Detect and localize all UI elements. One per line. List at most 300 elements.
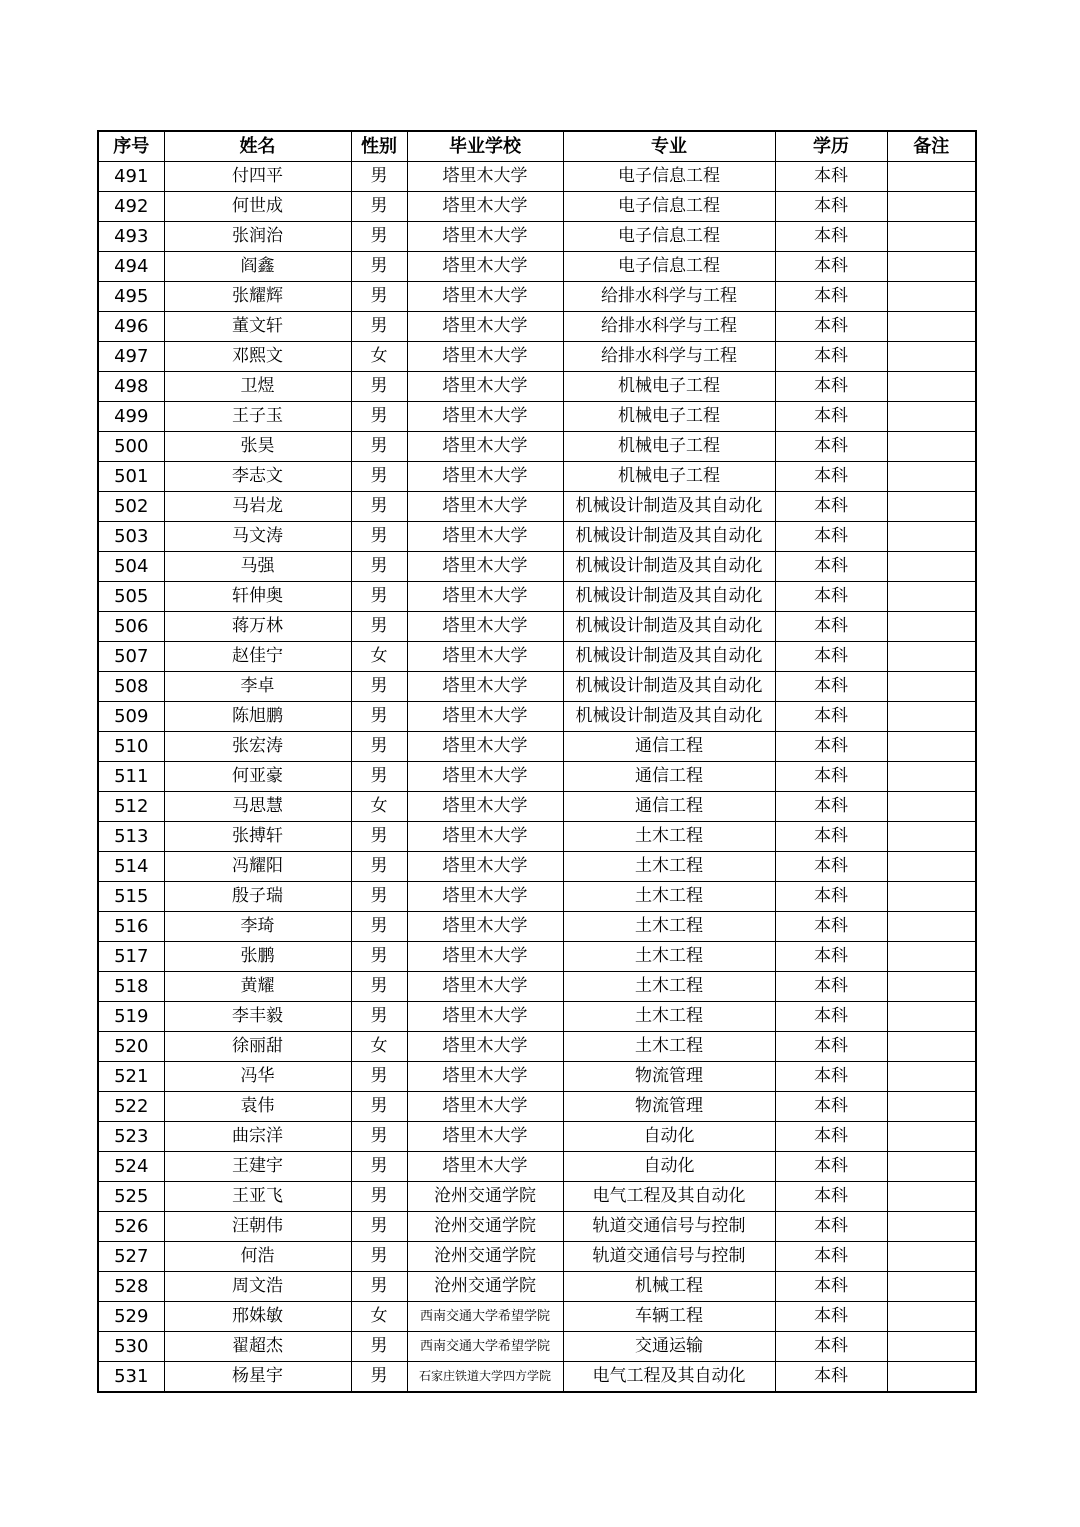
student-name: 李丰毅	[164, 1002, 351, 1032]
major-cell: 电子信息工程	[563, 222, 775, 252]
student-name: 袁伟	[164, 1092, 351, 1122]
school-cell: 塔里木大学	[407, 1092, 563, 1122]
student-name: 卫煜	[164, 372, 351, 402]
degree-cell: 本科	[775, 402, 887, 432]
table-row	[98, 972, 976, 1002]
gender-cell: 女	[351, 792, 407, 822]
note-cell	[887, 1122, 976, 1152]
school-cell: 塔里木大学	[407, 672, 563, 702]
gender-cell: 男	[351, 912, 407, 942]
table-row	[98, 912, 976, 942]
student-name: 马思慧	[164, 792, 351, 822]
table-row	[98, 1242, 976, 1272]
table-row	[98, 1122, 976, 1152]
row-number: 530	[98, 1332, 164, 1362]
degree-cell: 本科	[775, 522, 887, 552]
school-cell: 沧州交通学院	[407, 1242, 563, 1272]
major-cell: 电子信息工程	[563, 162, 775, 192]
note-cell	[887, 792, 976, 822]
gender-cell: 男	[351, 552, 407, 582]
table-row	[98, 642, 976, 672]
row-number: 499	[98, 402, 164, 432]
table-row	[98, 312, 976, 342]
table-row	[98, 342, 976, 372]
major-cell: 机械电子工程	[563, 432, 775, 462]
gender-cell: 男	[351, 1092, 407, 1122]
degree-cell: 本科	[775, 882, 887, 912]
note-cell	[887, 702, 976, 732]
major-cell: 物流管理	[563, 1062, 775, 1092]
table-row	[98, 1362, 976, 1393]
school-cell: 塔里木大学	[407, 192, 563, 222]
degree-cell: 本科	[775, 852, 887, 882]
school-cell: 塔里木大学	[407, 522, 563, 552]
row-number: 511	[98, 762, 164, 792]
row-number: 513	[98, 822, 164, 852]
student-name: 冯耀阳	[164, 852, 351, 882]
row-number: 525	[98, 1182, 164, 1212]
degree-cell: 本科	[775, 732, 887, 762]
note-cell	[887, 942, 976, 972]
school-cell: 塔里木大学	[407, 1002, 563, 1032]
note-cell	[887, 342, 976, 372]
student-name: 蒋万林	[164, 612, 351, 642]
degree-cell: 本科	[775, 1182, 887, 1212]
note-cell	[887, 1062, 976, 1092]
school-cell: 西南交通大学希望学院	[407, 1302, 563, 1332]
major-cell: 机械设计制造及其自动化	[563, 492, 775, 522]
row-number: 500	[98, 432, 164, 462]
degree-cell: 本科	[775, 552, 887, 582]
gender-cell: 男	[351, 282, 407, 312]
school-cell: 沧州交通学院	[407, 1272, 563, 1302]
row-number: 497	[98, 342, 164, 372]
note-cell	[887, 372, 976, 402]
row-number: 496	[98, 312, 164, 342]
note-cell	[887, 1032, 976, 1062]
table-row	[98, 462, 976, 492]
row-number: 522	[98, 1092, 164, 1122]
table-row	[98, 1002, 976, 1032]
student-name: 张润治	[164, 222, 351, 252]
row-number: 491	[98, 162, 164, 192]
school-cell: 石家庄铁道大学四方学院	[407, 1362, 563, 1393]
header-note: 备注	[887, 131, 976, 162]
school-cell: 塔里木大学	[407, 732, 563, 762]
gender-cell: 男	[351, 732, 407, 762]
row-number: 519	[98, 1002, 164, 1032]
major-cell: 机械电子工程	[563, 462, 775, 492]
table-row	[98, 942, 976, 972]
major-cell: 自动化	[563, 1122, 775, 1152]
gender-cell: 男	[351, 372, 407, 402]
major-cell: 机械电子工程	[563, 372, 775, 402]
row-number: 529	[98, 1302, 164, 1332]
major-cell: 土木工程	[563, 1032, 775, 1062]
degree-cell: 本科	[775, 222, 887, 252]
table-row	[98, 1332, 976, 1362]
major-cell: 轨道交通信号与控制	[563, 1212, 775, 1242]
major-cell: 土木工程	[563, 1002, 775, 1032]
school-cell: 沧州交通学院	[407, 1182, 563, 1212]
row-number: 502	[98, 492, 164, 522]
note-cell	[887, 222, 976, 252]
school-cell: 塔里木大学	[407, 282, 563, 312]
note-cell	[887, 402, 976, 432]
degree-cell: 本科	[775, 1062, 887, 1092]
major-cell: 机械设计制造及其自动化	[563, 582, 775, 612]
degree-cell: 本科	[775, 1092, 887, 1122]
major-cell: 机械设计制造及其自动化	[563, 672, 775, 702]
gender-cell: 女	[351, 642, 407, 672]
note-cell	[887, 192, 976, 222]
school-cell: 塔里木大学	[407, 582, 563, 612]
degree-cell: 本科	[775, 1302, 887, 1332]
gender-cell: 男	[351, 582, 407, 612]
major-cell: 给排水科学与工程	[563, 282, 775, 312]
note-cell	[887, 1272, 976, 1302]
header-school: 毕业学校	[407, 131, 563, 162]
gender-cell: 男	[351, 1242, 407, 1272]
major-cell: 机械设计制造及其自动化	[563, 702, 775, 732]
row-number: 498	[98, 372, 164, 402]
gender-cell: 男	[351, 1332, 407, 1362]
major-cell: 机械设计制造及其自动化	[563, 552, 775, 582]
note-cell	[887, 762, 976, 792]
major-cell: 电子信息工程	[563, 192, 775, 222]
table-row	[98, 702, 976, 732]
degree-cell: 本科	[775, 1002, 887, 1032]
school-cell: 西南交通大学希望学院	[407, 1332, 563, 1362]
degree-cell: 本科	[775, 672, 887, 702]
gender-cell: 男	[351, 1002, 407, 1032]
row-number: 506	[98, 612, 164, 642]
student-name: 何浩	[164, 1242, 351, 1272]
gender-cell: 男	[351, 852, 407, 882]
table-body	[98, 162, 976, 1393]
degree-cell: 本科	[775, 372, 887, 402]
major-cell: 机械工程	[563, 1272, 775, 1302]
student-name: 邢姝敏	[164, 1302, 351, 1332]
degree-cell: 本科	[775, 432, 887, 462]
note-cell	[887, 1332, 976, 1362]
student-name: 殷子瑞	[164, 882, 351, 912]
table-row	[98, 222, 976, 252]
gender-cell: 男	[351, 822, 407, 852]
degree-cell: 本科	[775, 912, 887, 942]
school-cell: 塔里木大学	[407, 1122, 563, 1152]
table-row	[98, 162, 976, 192]
table-row	[98, 1062, 976, 1092]
roster-table-container	[97, 130, 975, 1393]
row-number: 518	[98, 972, 164, 1002]
major-cell: 土木工程	[563, 852, 775, 882]
student-name: 王亚飞	[164, 1182, 351, 1212]
student-name: 马强	[164, 552, 351, 582]
note-cell	[887, 1362, 976, 1393]
table-header-row	[98, 131, 976, 162]
degree-cell: 本科	[775, 312, 887, 342]
student-name: 汪朝伟	[164, 1212, 351, 1242]
major-cell: 土木工程	[563, 882, 775, 912]
note-cell	[887, 732, 976, 762]
major-cell: 机械电子工程	[563, 402, 775, 432]
gender-cell: 男	[351, 492, 407, 522]
degree-cell: 本科	[775, 1032, 887, 1062]
major-cell: 给排水科学与工程	[563, 342, 775, 372]
major-cell: 土木工程	[563, 822, 775, 852]
gender-cell: 女	[351, 342, 407, 372]
gender-cell: 男	[351, 942, 407, 972]
note-cell	[887, 1152, 976, 1182]
major-cell: 通信工程	[563, 732, 775, 762]
table-row	[98, 852, 976, 882]
table-row	[98, 1032, 976, 1062]
major-cell: 电气工程及其自动化	[563, 1362, 775, 1393]
row-number: 493	[98, 222, 164, 252]
gender-cell: 男	[351, 1362, 407, 1393]
row-number: 517	[98, 942, 164, 972]
gender-cell: 男	[351, 462, 407, 492]
degree-cell: 本科	[775, 162, 887, 192]
row-number: 526	[98, 1212, 164, 1242]
table-row	[98, 1182, 976, 1212]
student-name: 阎鑫	[164, 252, 351, 282]
student-name: 马岩龙	[164, 492, 351, 522]
degree-cell: 本科	[775, 942, 887, 972]
note-cell	[887, 612, 976, 642]
gender-cell: 男	[351, 522, 407, 552]
student-name: 付四平	[164, 162, 351, 192]
row-number: 516	[98, 912, 164, 942]
row-number: 503	[98, 522, 164, 552]
student-name: 李卓	[164, 672, 351, 702]
table-row	[98, 492, 976, 522]
degree-cell: 本科	[775, 282, 887, 312]
degree-cell: 本科	[775, 342, 887, 372]
degree-cell: 本科	[775, 582, 887, 612]
gender-cell: 男	[351, 1182, 407, 1212]
student-name: 何世成	[164, 192, 351, 222]
school-cell: 塔里木大学	[407, 852, 563, 882]
school-cell: 塔里木大学	[407, 492, 563, 522]
school-cell: 塔里木大学	[407, 342, 563, 372]
table-row	[98, 552, 976, 582]
school-cell: 塔里木大学	[407, 792, 563, 822]
row-number: 521	[98, 1062, 164, 1092]
student-name: 张昊	[164, 432, 351, 462]
degree-cell: 本科	[775, 1332, 887, 1362]
row-number: 501	[98, 462, 164, 492]
student-name: 董文轩	[164, 312, 351, 342]
school-cell: 塔里木大学	[407, 942, 563, 972]
table-row	[98, 372, 976, 402]
school-cell: 塔里木大学	[407, 402, 563, 432]
gender-cell: 男	[351, 702, 407, 732]
table-row	[98, 612, 976, 642]
gender-cell: 男	[351, 192, 407, 222]
note-cell	[887, 312, 976, 342]
school-cell: 塔里木大学	[407, 462, 563, 492]
table-row	[98, 822, 976, 852]
degree-cell: 本科	[775, 972, 887, 1002]
note-cell	[887, 1002, 976, 1032]
student-name: 杨星宇	[164, 1362, 351, 1393]
note-cell	[887, 492, 976, 522]
header-gender: 性别	[351, 131, 407, 162]
table-row	[98, 1302, 976, 1332]
degree-cell: 本科	[775, 1212, 887, 1242]
school-cell: 塔里木大学	[407, 972, 563, 1002]
table-row	[98, 882, 976, 912]
row-number: 492	[98, 192, 164, 222]
student-name: 曲宗洋	[164, 1122, 351, 1152]
degree-cell: 本科	[775, 762, 887, 792]
major-cell: 车辆工程	[563, 1302, 775, 1332]
row-number: 504	[98, 552, 164, 582]
student-name: 王子玉	[164, 402, 351, 432]
school-cell: 塔里木大学	[407, 882, 563, 912]
degree-cell: 本科	[775, 612, 887, 642]
student-name: 何亚豪	[164, 762, 351, 792]
note-cell	[887, 1242, 976, 1272]
note-cell	[887, 432, 976, 462]
student-name: 马文涛	[164, 522, 351, 552]
row-number: 507	[98, 642, 164, 672]
table-row	[98, 282, 976, 312]
note-cell	[887, 822, 976, 852]
major-cell: 自动化	[563, 1152, 775, 1182]
major-cell: 电子信息工程	[563, 252, 775, 282]
student-name: 徐丽甜	[164, 1032, 351, 1062]
student-name: 陈旭鹏	[164, 702, 351, 732]
gender-cell: 男	[351, 432, 407, 462]
student-name: 邓熙文	[164, 342, 351, 372]
gender-cell: 男	[351, 162, 407, 192]
table-row	[98, 732, 976, 762]
table-row	[98, 762, 976, 792]
major-cell: 土木工程	[563, 942, 775, 972]
school-cell: 沧州交通学院	[407, 1212, 563, 1242]
school-cell: 塔里木大学	[407, 912, 563, 942]
major-cell: 通信工程	[563, 762, 775, 792]
gender-cell: 男	[351, 1212, 407, 1242]
roster-table	[97, 130, 977, 1393]
note-cell	[887, 282, 976, 312]
header-no: 序号	[98, 131, 164, 162]
school-cell: 塔里木大学	[407, 252, 563, 282]
gender-cell: 男	[351, 402, 407, 432]
student-name: 李琦	[164, 912, 351, 942]
table-row	[98, 1212, 976, 1242]
table-row	[98, 432, 976, 462]
school-cell: 塔里木大学	[407, 642, 563, 672]
table-row	[98, 192, 976, 222]
gender-cell: 男	[351, 1152, 407, 1182]
row-number: 523	[98, 1122, 164, 1152]
header-major: 专业	[563, 131, 775, 162]
note-cell	[887, 582, 976, 612]
row-number: 520	[98, 1032, 164, 1062]
major-cell: 土木工程	[563, 972, 775, 1002]
note-cell	[887, 1092, 976, 1122]
gender-cell: 女	[351, 1032, 407, 1062]
gender-cell: 男	[351, 672, 407, 702]
row-number: 515	[98, 882, 164, 912]
school-cell: 塔里木大学	[407, 312, 563, 342]
school-cell: 塔里木大学	[407, 702, 563, 732]
student-name: 张耀辉	[164, 282, 351, 312]
major-cell: 通信工程	[563, 792, 775, 822]
school-cell: 塔里木大学	[407, 372, 563, 402]
row-number: 505	[98, 582, 164, 612]
degree-cell: 本科	[775, 792, 887, 822]
student-name: 翟超杰	[164, 1332, 351, 1362]
note-cell	[887, 252, 976, 282]
note-cell	[887, 1212, 976, 1242]
table-row	[98, 672, 976, 702]
student-name: 赵佳宁	[164, 642, 351, 672]
row-number: 524	[98, 1152, 164, 1182]
degree-cell: 本科	[775, 1152, 887, 1182]
header-name: 姓名	[164, 131, 351, 162]
degree-cell: 本科	[775, 252, 887, 282]
gender-cell: 男	[351, 1122, 407, 1152]
gender-cell: 男	[351, 1272, 407, 1302]
note-cell	[887, 912, 976, 942]
gender-cell: 男	[351, 972, 407, 1002]
major-cell: 机械设计制造及其自动化	[563, 522, 775, 552]
gender-cell: 男	[351, 1062, 407, 1092]
note-cell	[887, 882, 976, 912]
table-row	[98, 582, 976, 612]
note-cell	[887, 1182, 976, 1212]
gender-cell: 男	[351, 612, 407, 642]
student-name: 张搏轩	[164, 822, 351, 852]
table-row	[98, 1152, 976, 1182]
student-name: 冯华	[164, 1062, 351, 1092]
student-name: 张宏涛	[164, 732, 351, 762]
note-cell	[887, 462, 976, 492]
school-cell: 塔里木大学	[407, 162, 563, 192]
degree-cell: 本科	[775, 1272, 887, 1302]
student-name: 黄耀	[164, 972, 351, 1002]
row-number: 495	[98, 282, 164, 312]
row-number: 531	[98, 1362, 164, 1393]
gender-cell: 男	[351, 312, 407, 342]
note-cell	[887, 1302, 976, 1332]
note-cell	[887, 642, 976, 672]
degree-cell: 本科	[775, 1362, 887, 1393]
table-row	[98, 252, 976, 282]
gender-cell: 男	[351, 762, 407, 792]
school-cell: 塔里木大学	[407, 1032, 563, 1062]
degree-cell: 本科	[775, 1242, 887, 1272]
note-cell	[887, 852, 976, 882]
school-cell: 塔里木大学	[407, 822, 563, 852]
note-cell	[887, 522, 976, 552]
school-cell: 塔里木大学	[407, 552, 563, 582]
school-cell: 塔里木大学	[407, 1062, 563, 1092]
table-row	[98, 402, 976, 432]
student-name: 轩伸奥	[164, 582, 351, 612]
table-row	[98, 522, 976, 552]
major-cell: 机械设计制造及其自动化	[563, 642, 775, 672]
degree-cell: 本科	[775, 642, 887, 672]
row-number: 514	[98, 852, 164, 882]
row-number: 528	[98, 1272, 164, 1302]
table-row	[98, 1092, 976, 1122]
